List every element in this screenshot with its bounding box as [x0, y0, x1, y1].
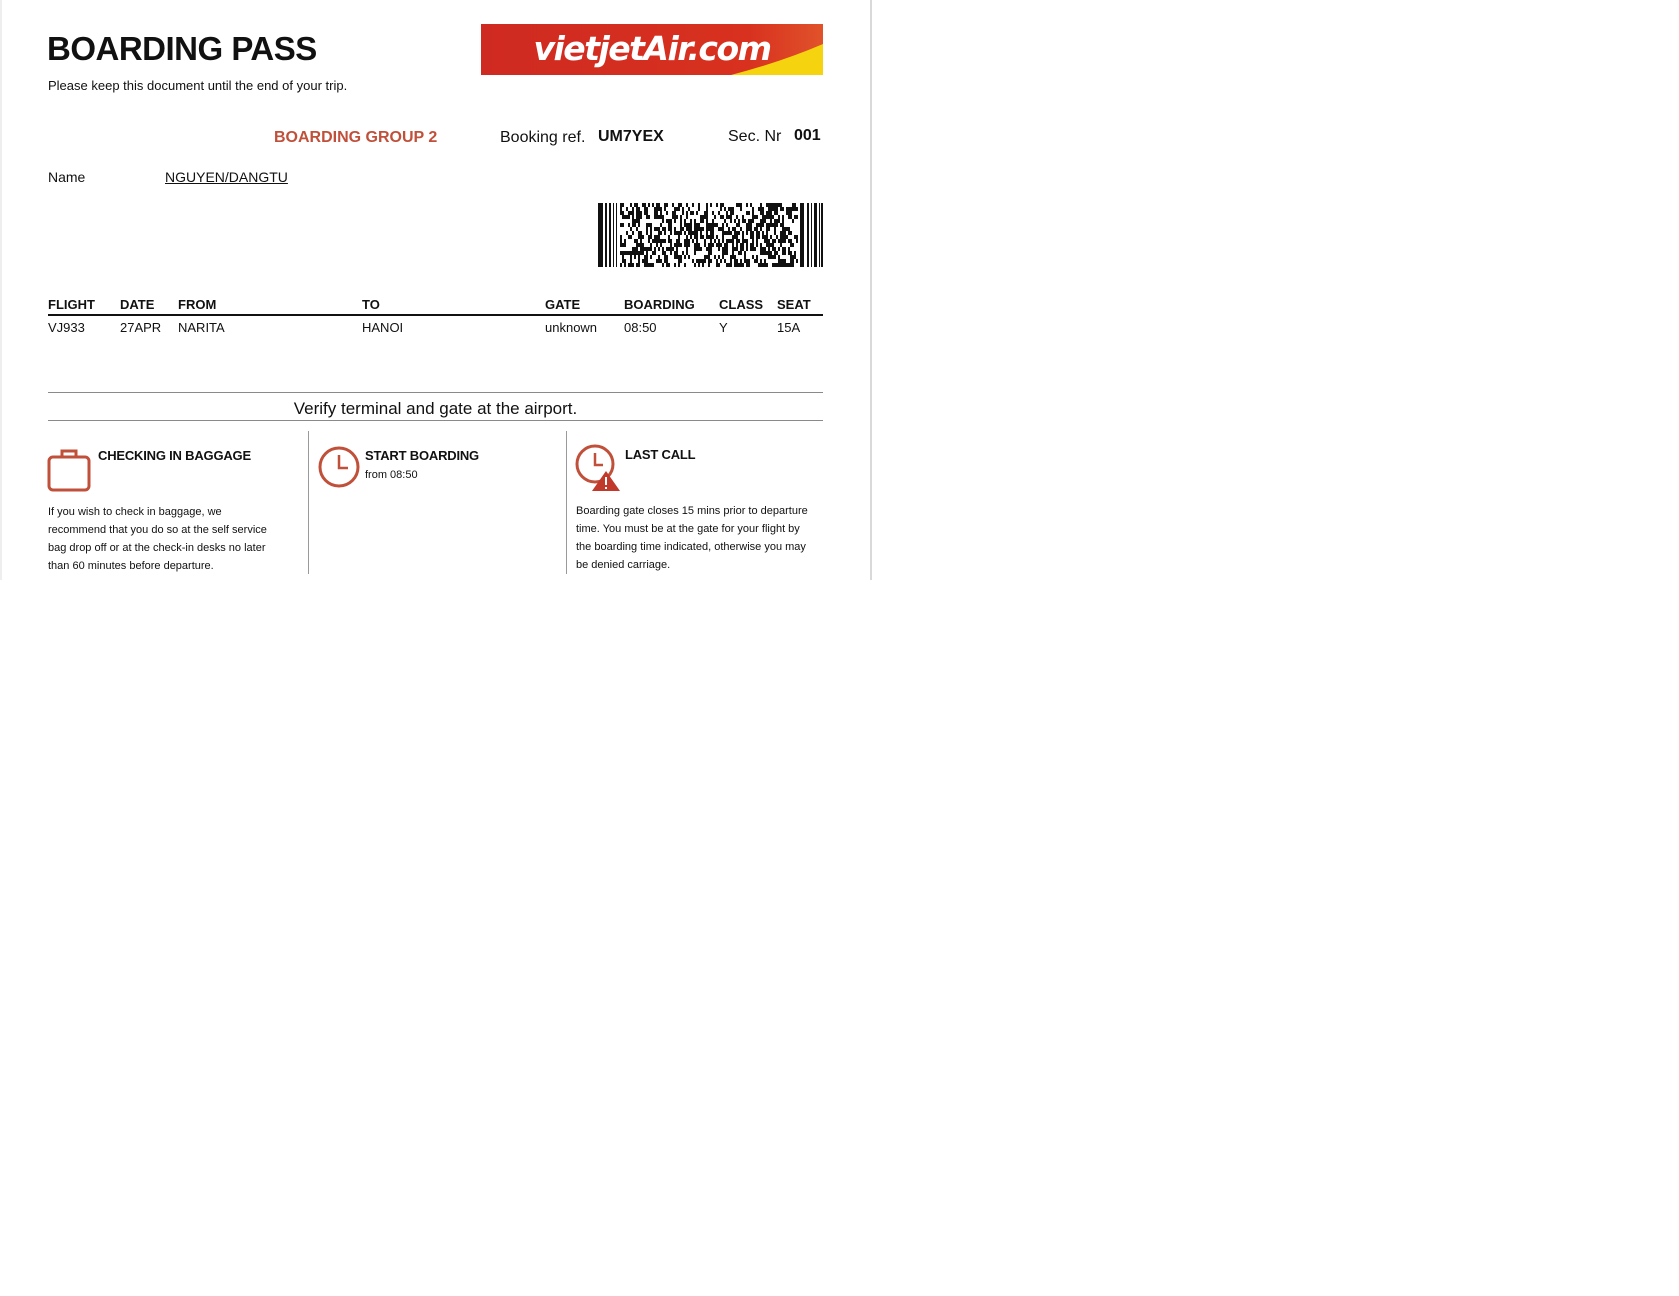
page-edge-left — [0, 0, 2, 580]
last-call-text-line: time. You must be at the gate for your flight by — [576, 523, 800, 535]
cell-flight: VJ933 — [48, 320, 85, 335]
col-header-date: DATE — [120, 297, 155, 312]
column-divider — [308, 431, 309, 574]
passenger-name: NGUYEN/DANGTU — [165, 169, 288, 185]
table-rule — [48, 314, 823, 316]
booking-ref-label: Booking ref. — [500, 129, 586, 146]
col-header-seat: SEAT — [777, 297, 811, 312]
boarding-group: BOARDING GROUP 2 — [274, 129, 438, 146]
col-header-from: FROM — [178, 297, 217, 312]
last-call-text-line: the boarding time indicated, otherwise you may — [576, 541, 806, 553]
vietjet-logo — [481, 24, 823, 75]
col-header-to: TO — [362, 297, 380, 312]
boarding-pass-page — [0, 0, 872, 580]
baggage-text-line: recommend that you do so at the self service — [48, 524, 267, 536]
divider-bottom — [48, 420, 823, 421]
page-edge-right — [870, 0, 872, 580]
column-divider — [566, 431, 567, 574]
baggage-text — [48, 503, 267, 575]
col-header-boarding: BOARDING — [624, 297, 695, 312]
booking-ref-value: UM7YEX — [598, 128, 664, 145]
cell-seat: 15A — [777, 320, 801, 335]
boarding-time: from 08:50 — [365, 469, 418, 481]
verify-notice: Verify terminal and gate at the airport. — [293, 399, 578, 418]
last-call-text — [576, 502, 808, 574]
last-call-title: LAST CALL — [625, 447, 696, 462]
col-header-class: CLASS — [719, 297, 764, 312]
cell-to: HANOI — [362, 320, 404, 335]
cell-gate: unknown — [545, 320, 598, 335]
boarding-title: START BOARDING — [365, 448, 479, 463]
baggage-text-line: If you wish to check in baggage, we — [48, 506, 222, 518]
last-call-text-line: be denied carriage. — [576, 559, 671, 571]
logo-text: vietjetAir.com — [533, 29, 771, 68]
baggage-text-line: bag drop off or at the check-in desks no later — [48, 542, 266, 554]
baggage-title: CHECKING IN BAGGAGE — [98, 448, 251, 463]
clock-warning-icon — [574, 443, 624, 493]
divider-top — [48, 392, 823, 393]
clock-icon — [317, 445, 361, 489]
sequence-label: Sec. Nr — [728, 128, 782, 145]
sequence-value: 001 — [794, 127, 821, 144]
suitcase-icon — [47, 447, 93, 493]
cell-boarding: 08:50 — [624, 320, 657, 335]
passenger-name-label: Name — [48, 169, 86, 185]
cell-from: NARITA — [178, 320, 225, 335]
cell-class: Y — [719, 320, 728, 335]
page-subtitle: Please keep this document until the end of your trip. — [48, 78, 348, 93]
col-header-gate: GATE — [545, 297, 581, 312]
last-call-text-line: Boarding gate closes 15 mins prior to departure — [576, 505, 808, 517]
pdf417-barcode — [598, 203, 823, 267]
cell-date: 27APR — [120, 320, 162, 335]
baggage-text-line: than 60 minutes before departure. — [48, 560, 214, 572]
col-header-flight: FLIGHT — [48, 297, 95, 312]
page-title: BOARDING PASS — [47, 30, 317, 67]
